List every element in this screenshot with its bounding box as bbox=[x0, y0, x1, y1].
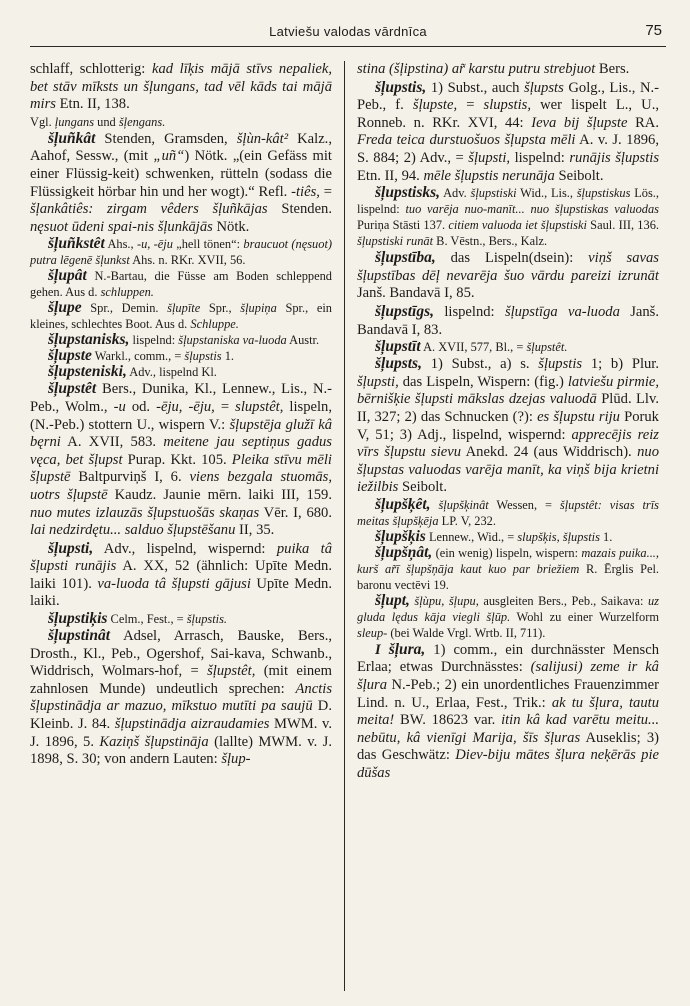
headword: šļupšķis bbox=[375, 527, 426, 545]
dictionary-entry: šļupstīgs, lispelnd: šļupstīga va-luoda Janš. Bandavā I, 83. bbox=[357, 302, 659, 338]
page-header bbox=[30, 22, 666, 47]
dictionary-entry: šļupsts, 1) Subst., a) s. šļupstis 1; b) Plur. šļupsti, das Lispeln, Wispern: (fig.) latviešu pirmie, bērnišķie šļupsti mākslas dzejas valuodā Plūd. Llv. II, 327; 2) das Schnucken (?): es šļupstu riju Poruk V, 51; 3) Adj., lispelnd, wispernd: apprecējis reiz vīrs šļupstu sievu Anekd. 24 (aus Widdrisch). nuo šļupstas valuodas varēja manīt, ka viņš bija krietni iežilbis Seibolt. bbox=[357, 355, 660, 496]
dictionary-entry: šļupstanisks, lispelnd: šļupstaniska va-luoda Austr. bbox=[48, 331, 320, 349]
dictionary-entry: šļuñkstêt Ahs., -u, -ēju „hell tönen“: braucuot (nęsuot) putra lēgenē šļunkst Ahs. n. RKr. XVII, 56. bbox=[30, 235, 333, 268]
page-number: 75 bbox=[645, 22, 662, 39]
dictionary-entry: šļupstis, 1) Subst., auch šļupsts Golg., Lis., N.-Peb., f. šļupste, = slupstis, wer lispelt L., U., Ronneb. n. RKr. XVI, 44: Ieva bij šļupste RA. Freda teica durstuošuos šļupsta mēli A. v. J. 1896, S. 884; 2) Adv., = šļupsti, lispelnd: runājis šļupstis Etn. II, 94. mēle šļupstis nerunāja Seibolt. bbox=[357, 78, 659, 184]
dictionary-entry: šļupsteniski, Adv., lispelnd Kl. bbox=[48, 363, 217, 381]
dictionary-entry: šļupstisks, Adv. šļupstiski Wid., Lis., šļupstiskus Lös., lispelnd: tuo varēja nuo-manīt... nuo šļupstiskas valuodas Puriņa Stāsti 137. citiem valuoda iet šļupstiski Saul. III, 136. šļupstiski runāt B. Vēstn., Bers., Kalz. bbox=[357, 184, 660, 249]
headword: šļupstis, bbox=[375, 78, 427, 96]
continued-text: stina (šļipstina) ar̃ karstu putru strebjuot Bers. bbox=[357, 61, 630, 77]
dictionary-entry: šļupšķis Lennew., Wid., = slupšķis, šļupstis 1. bbox=[375, 527, 613, 545]
continued-text: Vgl. ļungans und šļengans. bbox=[30, 114, 166, 129]
continued-text: schlaff, schlotterig: kad līķis mājā stīvs nepaliek, bet stāv mīksts un šļungans, tad vēl kāds tai mājā mirs Etn. II, 138. bbox=[30, 61, 333, 113]
right-column bbox=[344, 61, 659, 991]
dictionary-entry: šļupstība, das Lispeln(dsein): viņš savas šļupstības dēļ nevarēja šuo vārdu pareizi izrunāt Janš. Bandavā I, 85. bbox=[357, 249, 659, 302]
dictionary-entry: šļupste Warkl., comm., = šļupstis 1. bbox=[48, 347, 234, 365]
headword: šļupstīgs, bbox=[375, 302, 435, 320]
dictionary-entry: šļupšķêt, šļupšķinât Wessen, = šļupstêt: visas trīs meitas šļupšķēja LP. V, 232. bbox=[357, 495, 659, 528]
dictionary-entry: šļupstêt Bers., Dunika, Kl., Lennew., Lis., N.-Peb., Wolm., -u od. -ēju, -ēju, = slupstêt, lispeln, (N.-Peb.) stottern U., wispern V.: šļupstēja glužī kâ bęrni A. XVII, 583. meitene jau septiņus gadus vęca, bet šļupst Purap. Kkt. 105. Pleika stīvu mēli šļupstē Baltpurviņš I, 6. viens bezgala stuomās, uotrs šļupstē Kaudz. Jaunie mērn. laiki III, 159. nuo mutes izlauzās šļupstuošās skaņas Vēr. I, 680. lai nedzirdętu... salduo šļupstēšanu II, 35. bbox=[30, 380, 333, 539]
headword: šļupt, bbox=[375, 591, 410, 609]
running-title: Latviešu valodas vārdnīca bbox=[269, 24, 427, 39]
dictionary-entry: šļupsti, Adv., lispelnd, wispernd: puika tâ šļupsti runājis A. XX, 52 (ähnlich: Upīte Medn. laiki 101). va-luoda tâ šļupsti gājusi Upīte Medn. laiki. bbox=[30, 539, 332, 610]
headword: šļupstiķis bbox=[48, 610, 108, 628]
headword: šļura, bbox=[388, 640, 426, 658]
headword: šļupšķêt, bbox=[375, 495, 431, 513]
headword: šļupstinât bbox=[48, 627, 111, 645]
two-column-body bbox=[30, 61, 666, 991]
left-column bbox=[30, 61, 344, 991]
headword: šļupstisks, bbox=[375, 184, 441, 202]
dictionary-entry: I šļura, 1) comm., ein durchnässter Mensch Erlaa; etwas Durchnässtes: (salijusi) zeme ir kâ šļura N.-Peb.; 2) ein unordentliches Frauenzimmer Lind. n. U., Erlaa, Fest., Trik.: ak tu šļura, tautu meita! BW. 18623 var. itin kâ kad varētu meitu... nebūtu, kâ vienīgi Marija, šīs šļuras Auseklis; 3) das Geschwätz: Diev-biju mātes šļura neķērās pie dūšas bbox=[357, 640, 659, 782]
headword: šļupstīt bbox=[375, 338, 421, 356]
headword: šļupšņât, bbox=[375, 543, 433, 561]
dictionary-entry: šļupt, šļùpu, šļupu, ausgleiten Bers., Peb., Saikava: uz gluda lędus kāja viegli šļūp. Wohl zu einer Wurzelform sleup- (bei Walde Vrgl. Wrtb. II, 711). bbox=[357, 591, 660, 640]
headword: šļupsts, bbox=[375, 355, 422, 373]
dictionary-entry: šļuñkât Stenden, Gramsden, šļùn-kât² Kalz., Aahof, Sessw., (mit „uñ“) Nötk. „(ein Gefäss mit einer Flüssig-keit) schwenken, rütteln (sodass die Flüssigkeit hörbar hin und her wogt).“ Refl. -tiês, = šļankâtiês: zirgam vêders šļuñkājas Stenden. nęsuot ūdeni spai-nis šļunkājās Nötk. bbox=[30, 129, 332, 235]
headword: šļupste bbox=[48, 347, 92, 365]
headword: šļupe bbox=[48, 299, 82, 317]
dictionary-entry: šļupât N.-Bartau, die Füsse am Boden schleppend gehen. Aus d. schluppen. bbox=[30, 267, 332, 300]
headword: šļupsti, bbox=[48, 539, 94, 557]
dictionary-entry: šļupstīt A. XVII, 577, Bl., = šļupstêt. bbox=[375, 338, 568, 356]
headword: šļuñkât bbox=[48, 129, 96, 147]
dictionary-entry: šļupšņât, (ein wenig) lispeln, wispern: mazais puika..., kurš ar̃ī šļupšņāja kaut kuo par briežiem R. Ērglis Pel. baronu vectēvi 19. bbox=[357, 543, 659, 592]
headword: šļupstanisks, bbox=[48, 331, 130, 349]
dictionary-entry: šļupe Spr., Demin. šļupīte Spr., šļupiņa Spr., ein kleines, schlechtes Boot. Aus d. Schluppe. bbox=[30, 299, 333, 332]
dictionary-entry: šļupstinât Adsel, Arrasch, Bauske, Bers., Drosth., Kl., Peb., Ogershof, Sai-kava, Schwanb., Widdrisch, Wolmars-hof, = šļupstêt, (mit einem zahnlosen Munde) undeutlich sprechen: Anctis šļupstinādja ar mazuo, mīkstuo mutīti pa saujū D. Kleinb. J. 84. šļupstinādja aizraudamies MWM. v. J. 1896, 5. Kaziņš šļupstināja (lallte) MWM. v. J. 1898, S. 30; von andern Lauten: šļup- bbox=[30, 627, 333, 768]
headword: šļupstêt bbox=[48, 380, 97, 398]
headword: šļupstība, bbox=[375, 249, 436, 267]
headword: šļupât bbox=[48, 267, 87, 285]
headword: šļuñkstêt bbox=[48, 235, 105, 253]
dictionary-entry: šļupstiķis Celm., Fest., = šļupstis. bbox=[48, 610, 228, 628]
headword: šļupsteniski, bbox=[48, 363, 127, 381]
